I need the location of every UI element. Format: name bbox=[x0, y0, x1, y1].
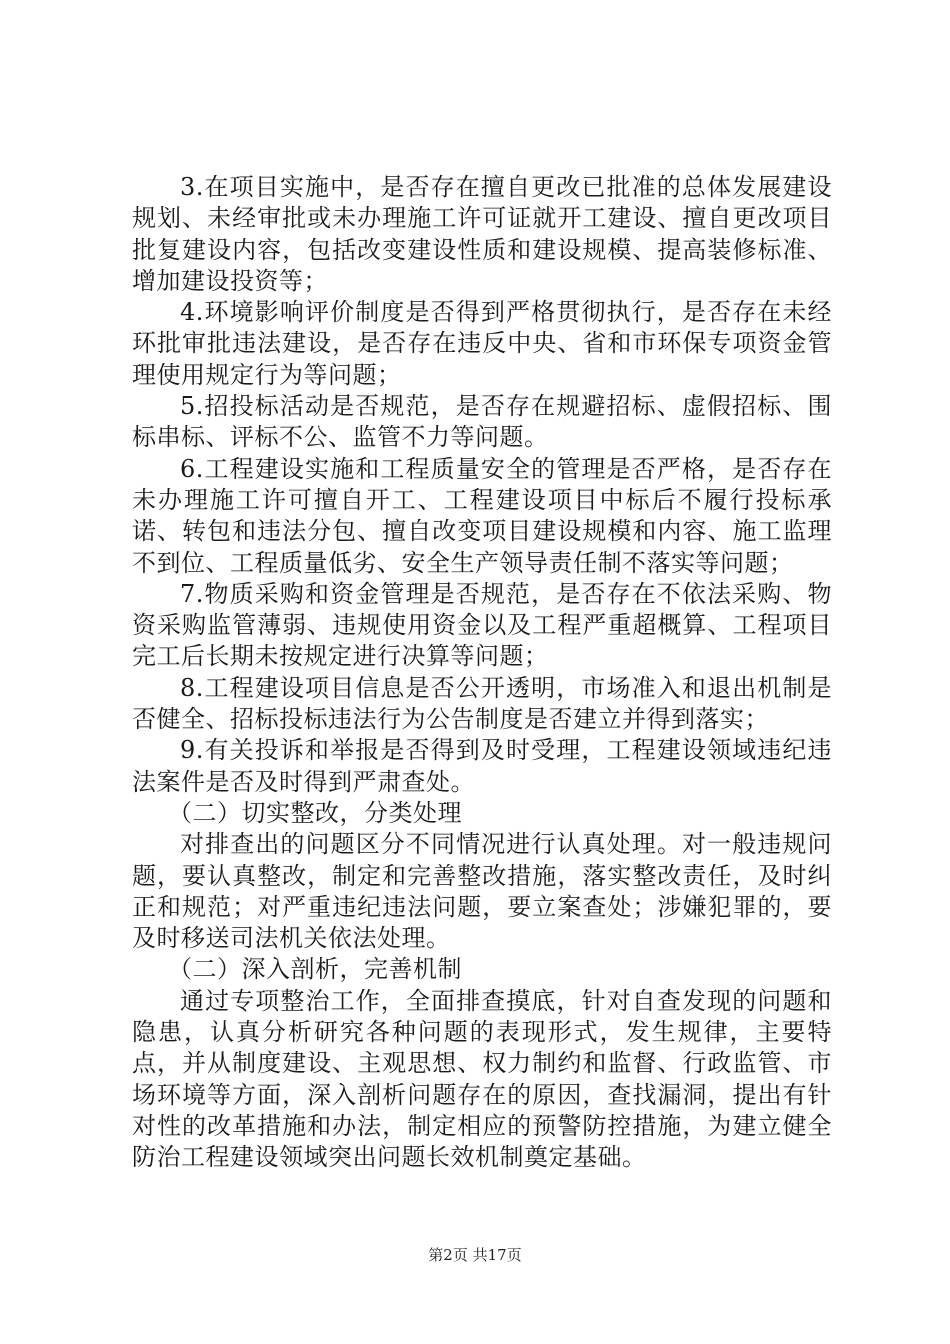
paragraph-item-9: 9.有关投诉和举报是否得到及时受理，工程建设领域违纪违法案件是否及时得到严肃查处。 bbox=[132, 736, 832, 796]
paragraph-item-5: 5.招投标活动是否规范，是否存在规避招标、虚假招标、围标串标、评标不公、监管不力等问题。 bbox=[132, 392, 832, 452]
paragraph-item-6: 6.工程建设实施和工程质量安全的管理是否严格，是否存在未办理施工许可擅自开工、工程建设项目中标后不履行投标承诺、转包和违法分包、擅自改变项目建设规模和内容、施工监理不到位、工程质量低劣、安全生产领导责任制不落实等问题； bbox=[132, 454, 832, 577]
section-heading-mechanism: （二）深入剖析，完善机制 bbox=[168, 955, 462, 984]
page-number-footer: 第2页 共17页 bbox=[428, 1246, 522, 1264]
section-heading-rectify: （二）切实整改，分类处理 bbox=[168, 798, 462, 827]
paragraph-item-4: 4.环境影响评价制度是否得到严格贯彻执行，是否存在未经环批审批违法建设，是否存在违反中央、省和市环保专项资金管理使用规定行为等问题； bbox=[132, 298, 832, 389]
paragraph-item-8: 8.工程建设项目信息是否公开透明，市场准入和退出机制是否健全、招标投标违法行为公告制度是否建立并得到落实； bbox=[132, 673, 832, 734]
paragraph-rectify: 对排查出的问题区分不同情况进行认真处理。对一般违规问题，要认真整改，制定和完善整改措施，落实整改责任，及时纠正和规范；对严重违纪违法问题，要立案查处；涉嫌犯罪的，要及时移送司法机关依法处理。 bbox=[132, 830, 832, 953]
document-body bbox=[132, 172, 832, 1174]
paragraph-mechanism: 通过专项整治工作，全面排查摸底，针对自查发现的问题和隐患，认真分析研究各种问题的表现形式，发生规律，主要特点，并从制度建设、主观思想、权力制约和监督、行政监管、市场环境等方面，深入剖析问题存在的原因，查找漏洞，提出有针对性的改革措施和办法，制定相应的预警防控措施，为建立健全防治工程建设领域突出问题长效机制奠定基础。 bbox=[132, 986, 832, 1172]
paragraph-item-3: 3.在项目实施中，是否存在擅自更改已批准的总体发展建设规划、未经审批或未办理施工许可证就开工建设、擅自更改项目批复建设内容，包括改变建设性质和建设规模、提高装修标准、增加建设投资等； bbox=[132, 173, 832, 295]
paragraph-item-7: 7.物质采购和资金管理是否规范，是否存在不依法采购、物资采购监管薄弱、违规使用资金以及工程严重超概算、工程项目完工后长期未按规定进行决算等问题； bbox=[132, 579, 832, 671]
